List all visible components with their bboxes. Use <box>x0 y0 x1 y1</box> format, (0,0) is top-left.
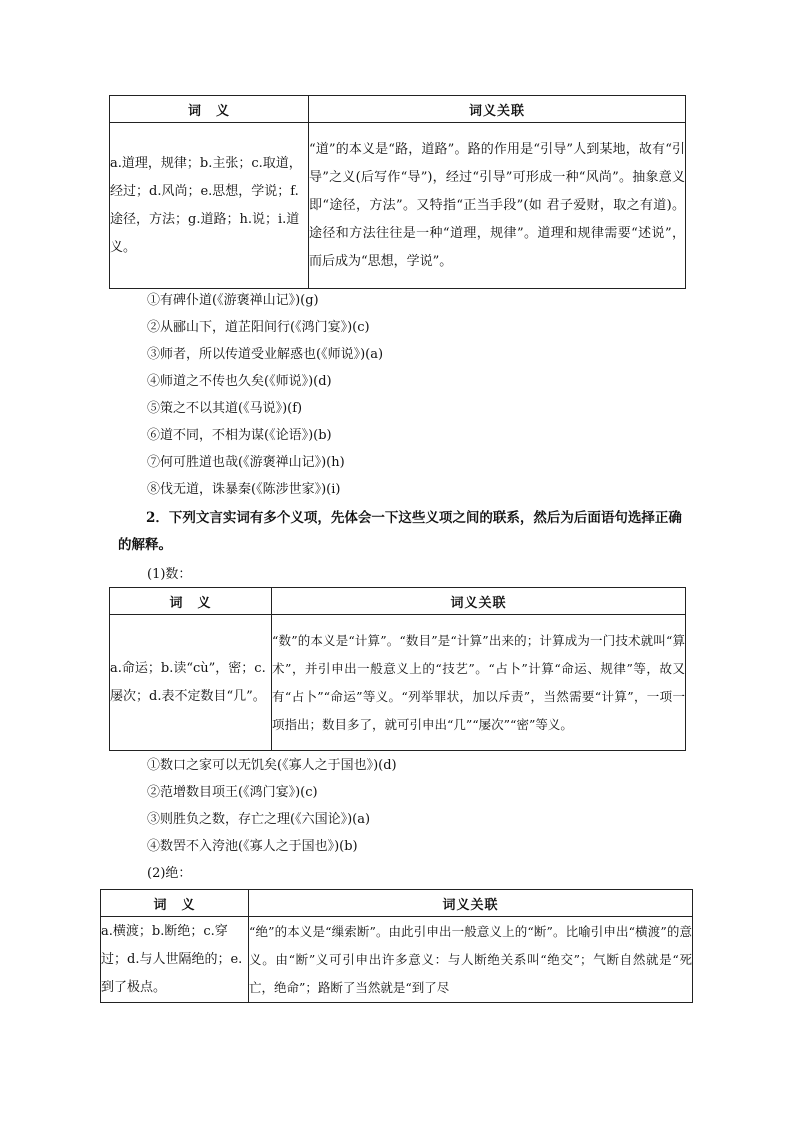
sub-question-label: (1)数： <box>147 567 192 582</box>
example-line: ③师者，所以传道受业解惑也(《师说》)(a) <box>147 347 384 362</box>
word-association-cell: “数”的本义是“计算”。“数目”是“计算”出来的；计算成为一门技术就叫“算术”，并引申出一般意义上的“技艺”。“占卜”计算“命运、规律”等，故又有“占卜”“命运”等义。“列举罪状，加以斥责”，当然需要“计算”，一项一项指出；数目多了，就可引申出“几”“屡次”“密”等义。 <box>272 615 686 751</box>
word-meanings-cell: a.横渡；b.断绝；c.穿过；d.与人世隔绝的；e.到了极点。 <box>101 917 249 1003</box>
word-meanings-cell: a.命运；b.读“cù”，密；c.屡次；d.表不定数目“几”。 <box>110 615 272 751</box>
example-line: ③则胜负之数，存亡之理(《六国论》)(a) <box>147 812 371 827</box>
word-association-cell: “绝”的本义是“缫索断”。由此引申出一般意义上的“断”。比喻引申出“横渡”的意义。由“断”义可引申出许多意义：与人断绝关系叫“绝交”；气断自然就是“死亡，绝命”；路断了当然就是“到了尽 <box>249 917 693 1003</box>
example-line: ⑤策之不以其道(《马说》)(f) <box>147 401 303 416</box>
word-table-dao <box>109 95 686 289</box>
example-line: ⑦何可胜道也哉(《游褒禅山记》)(h) <box>147 455 345 470</box>
instruction-paragraph: 2．下列文言实词有多个义项，先体会一下这些义项之间的联系，然后为后面语句选择正确的解释。 <box>118 510 682 553</box>
word-table-jue <box>100 889 693 1003</box>
word-association-cell: “道”的本义是“路，道路”。路的作用是“引导”人到某地，故有“引导”之义(后写作“导”)，经过“引导”可形成一种“风尚”。抽象意义即“途径，方法”。又特指“正当手段”(如 君子爱财，取之有道)。途径和方法往往是一种“道理，规律”。道理和规律需要“述说”，而后成为“思想，学说”。 <box>309 123 686 289</box>
table-header-meaning: 词 义 <box>110 588 272 615</box>
example-line: ⑧伐无道，诛暴秦(《陈涉世家》)(i) <box>147 482 341 497</box>
table-header-association: 词义关联 <box>309 96 686 123</box>
example-line: ②从郦山下，道芷阳间行(《鸿门宴》)(c) <box>147 320 370 335</box>
table-header-meaning: 词 义 <box>110 96 309 123</box>
example-line: ④师道之不传也久矣(《师说》)(d) <box>147 374 332 389</box>
example-line: ④数罟不入洿池(《寡人之于国也》)(b) <box>147 839 358 854</box>
table-header-association: 词义关联 <box>249 890 693 917</box>
example-line: ⑥道不同，不相为谋(《论语》)(b) <box>147 428 332 443</box>
word-meanings-cell: a.道理，规律；b.主张；c.取道，经过；d.风尚；e.思想，学说；f.途径，方法；g.道路；h.说；i.道义。 <box>110 123 309 289</box>
example-line: ①数口之家可以无饥矣(《寡人之于国也》)(d) <box>147 758 397 773</box>
word-table-shu <box>109 587 686 751</box>
table-header-association: 词义关联 <box>272 588 686 615</box>
table-header-meaning: 词 义 <box>101 890 249 917</box>
example-line: ①有碑仆道(《游褒禅山记》)(g) <box>147 293 319 308</box>
sub-question-label: (2)绝： <box>147 866 192 881</box>
example-line: ②范增数目项王(《鸿门宴》)(c) <box>147 785 318 800</box>
